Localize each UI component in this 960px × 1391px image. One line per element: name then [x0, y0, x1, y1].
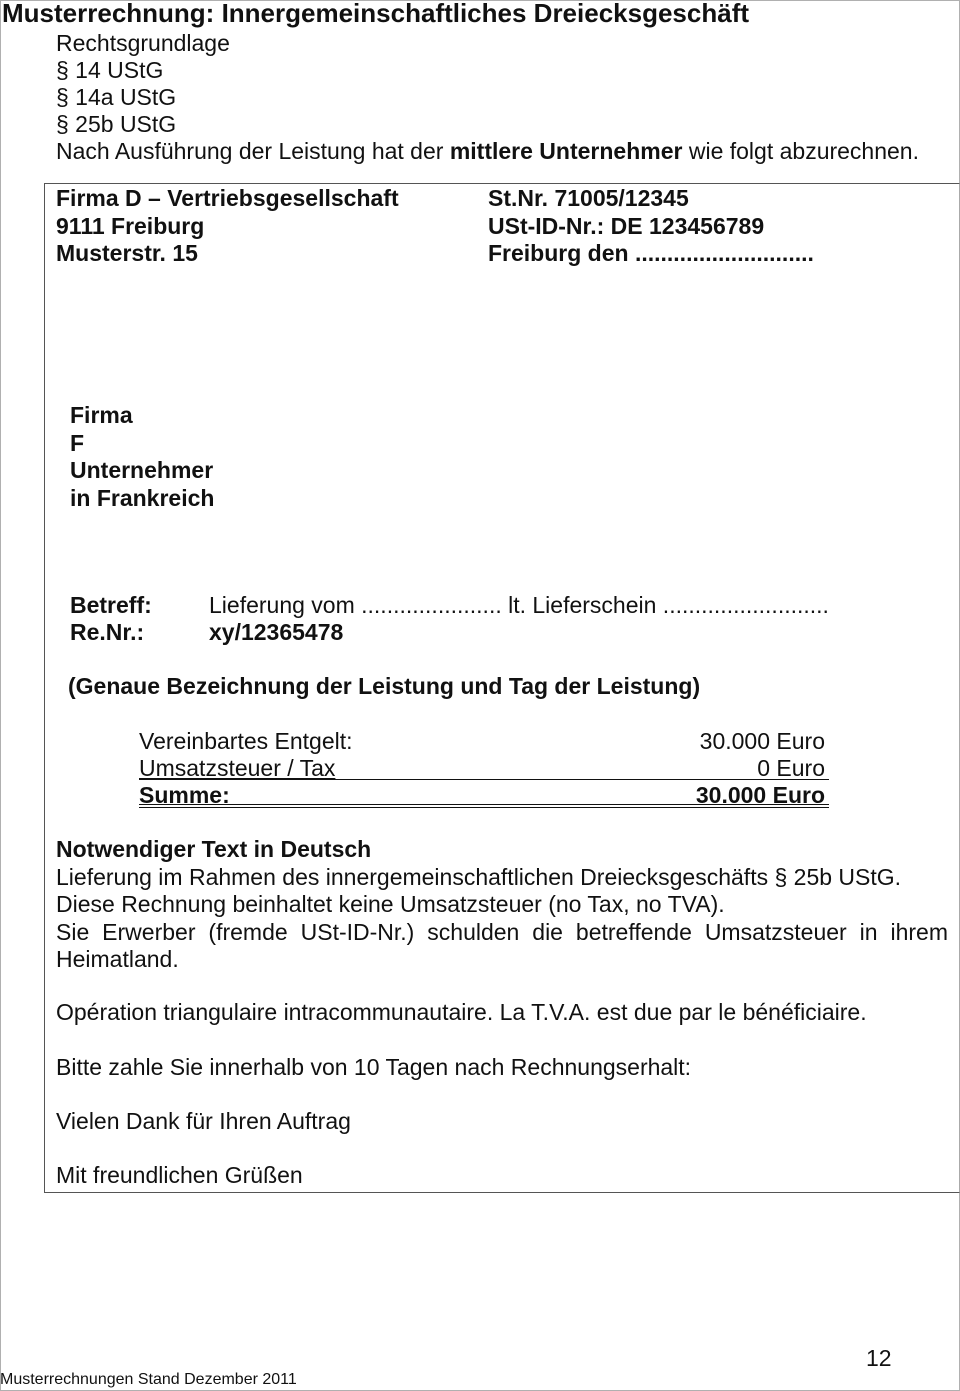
vat-label: Umsatzsteuer / Tax [139, 755, 336, 781]
vat-id: USt-ID-Nr.: DE 123456789 [488, 212, 765, 239]
sender-tax-info [488, 185, 814, 268]
instruction-pre: Nach Ausführung der Leistung hat der [56, 138, 450, 164]
recipient-line: in Frankreich [70, 484, 215, 511]
sender-city: 9111 Freiburg [56, 212, 205, 239]
notice-line: Diese Rechnung beinhaltet keine Umsatzsteuer (no Tax, no TVA). [56, 891, 725, 917]
invoice-number-label: Re.Nr.: [70, 619, 145, 645]
total-rule-1 [139, 804, 829, 805]
legal-paragraph: § 25b UStG [56, 111, 177, 137]
place-date: Freiburg den ............................ [488, 240, 814, 266]
vat-value: 0 Euro [757, 755, 825, 781]
instruction-post: wie folgt abzurechnen. [682, 138, 919, 164]
instruction-text [56, 138, 919, 165]
subtotal-rule [139, 779, 829, 780]
notice-line: Sie Erwerber (fremde USt-ID-Nr.) schulden die betreffende Umsatzsteuer in ihrem [56, 918, 948, 945]
total-label: Summe: [139, 782, 230, 808]
invoice-number-value: xy/12365478 [209, 619, 344, 645]
recipient-line: Unternehmer [70, 457, 214, 483]
document-title: Musterrechnung: Innergemeinschaftliches Dreiecksgeschäft [2, 0, 750, 28]
recipient-address [70, 402, 214, 512]
notice-heading: Notwendiger Text in Deutsch [56, 836, 372, 862]
total-value: 30.000 Euro [695, 782, 825, 808]
subject-value: Lieferung vom ...................... lt. Lieferschein .......................... [209, 592, 829, 618]
recipient-line: F [70, 429, 85, 456]
legal-basis-heading: Rechtsgrundlage [56, 30, 230, 56]
legal-paragraph: § 14 UStG [56, 57, 164, 83]
sender-address [56, 185, 399, 268]
payment-note: Bitte zahle Sie innerhalb von 10 Tagen nach Rechnungserhalt: [56, 1054, 692, 1080]
footer-text: Musterrechnungen Stand Dezember 2011 [0, 1371, 297, 1388]
french-note: Opération triangulaire intracommunautaire. La T.V.A. est due par le bénéficiaire. [56, 999, 867, 1025]
notice-line: Heimatland. [56, 946, 179, 972]
subject-label: Betreff: [70, 592, 152, 618]
agreed-fee-value: 30.000 Euro [699, 728, 825, 754]
recipient-line: Firma [70, 402, 133, 428]
notice-section [56, 836, 948, 974]
legal-paragraph: § 14a UStG [56, 84, 177, 110]
page-number: 12 [866, 1345, 892, 1371]
instruction-bold: mittlere Unternehmer [449, 138, 683, 164]
service-note: (Genaue Bezeichnung der Leistung und Tag der Leistung) [68, 673, 701, 699]
sender-street: Musterstr. 15 [56, 240, 198, 266]
thanks-text: Vielen Dank für Ihren Auftrag [56, 1108, 351, 1134]
tax-number: St.Nr. 71005/12345 [488, 185, 689, 211]
notice-line: Lieferung im Rahmen des innergemeinschaftlichen Dreiecksgeschäfts § 25b UStG. [56, 863, 902, 890]
closing-text: Mit freundlichen Grüßen [56, 1162, 303, 1188]
agreed-fee-label: Vereinbartes Entgelt: [139, 728, 353, 754]
legal-basis-section [56, 30, 919, 165]
sender-name: Firma D – Vertriebsgesellschaft [56, 185, 399, 211]
total-rule-2 [139, 807, 829, 808]
